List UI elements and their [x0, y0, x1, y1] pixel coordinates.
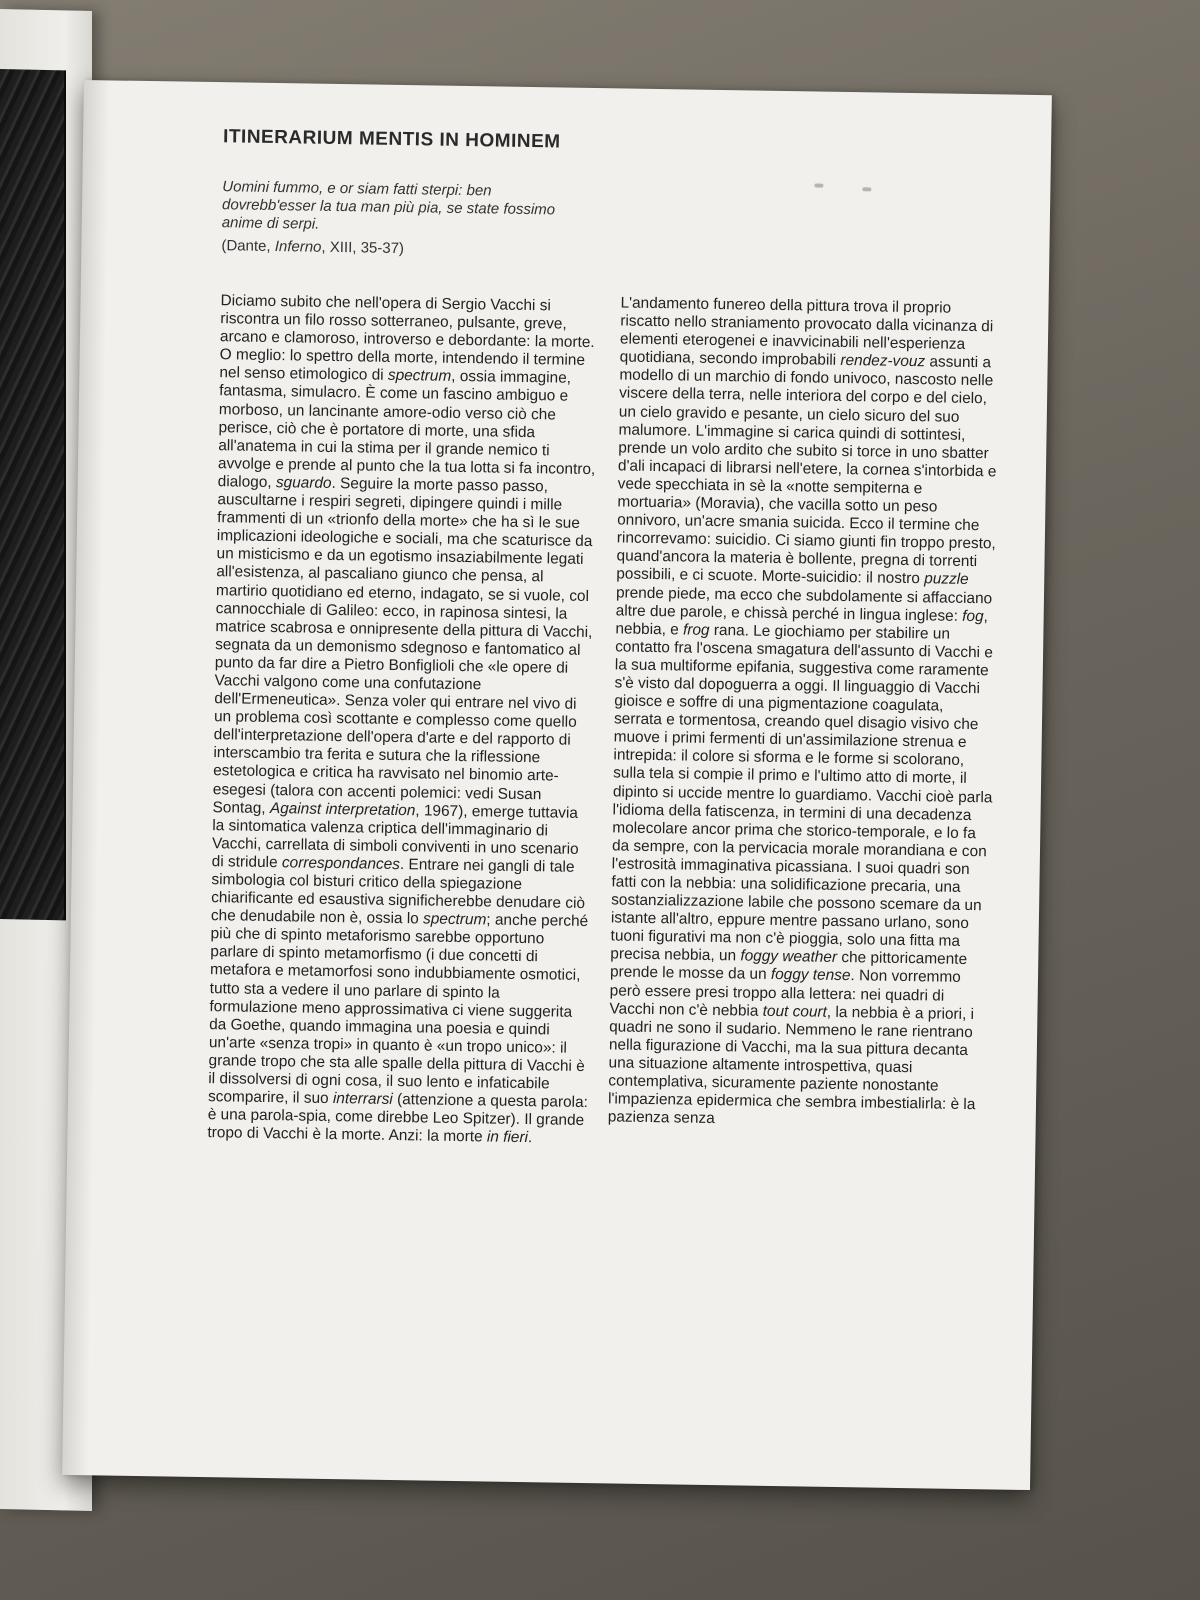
italic-text-run: correspondances [281, 854, 401, 873]
book-page [62, 80, 1052, 1490]
text-run: . Non vorremmo però essere presi troppo alla lettera: nei quadri di Vacchi non c'è nebbia [609, 967, 961, 1020]
epigraph [221, 178, 582, 261]
italic-text-run: rendez-vouz [840, 352, 926, 371]
facing-page-photo [0, 69, 66, 920]
column-left-paragraph [207, 292, 600, 1148]
text-run: . [527, 1129, 533, 1147]
italic-text-run: spectrum [387, 367, 452, 386]
italic-text-run: foggy tense [770, 966, 851, 985]
page-title: ITINERARIUM MENTIS IN HOMINEM [222, 126, 561, 153]
text-run: . Entrare nei gangli di tale simbologia col bisturi critico della spiegazione chiarificante ed esaustiva significherebbe denudare ciò che denudabile non è, ossia lo [210, 855, 586, 928]
citation-suffix: , XIII, 35-37) [321, 238, 405, 258]
epigraph-verse: Uomini fummo, e or siam fatti sterpi: ben dovrebb'esser la tua man più pia, se state fossimo anime di serpi. [221, 178, 556, 233]
citation-prefix: (Dante, [221, 237, 275, 256]
italic-text-run: interrarsi [332, 1090, 393, 1109]
page-speck [814, 183, 823, 187]
text-run: , 1967), emerge tuttavia la sintomatica valenza criptica dell'immaginario di Vacchi, carrellata di simboli conviventi in uno scenario di stridule [211, 801, 579, 872]
text-run: , la nebbia è a priori, i quadri ne sono il sudario. Nemmeno le rane rientrano nella figurazione di Vacchi, ma la sua pittura decanta una situazione altamente introspettiva, quasi contemplativa, sicuramente paziente nonostante l'impazienza epidermica che sembra imbestialirla: è la pazienza senza [607, 1003, 976, 1128]
column-right-paragraph [608, 294, 1001, 1132]
text-run: assunti a modello di un marchio di fondo univoco, nascosto nelle viscere della terra, nelle interiora del corpo e del cielo, un cielo gravido e pesante, un cielo sicuro del suo malumore. L'immagine si carica quindi di sottintesi, prende un volo ardito che subito si torce in uno sbatter d'ali incapaci di librarsi nell'etere, la cornea s'intorbida e vede specchiata in sè la «notte sempiterna e mortuaria» (Moravia), che vacilla sotto un peso onnivoro, un'acre smania suicida. Ecco il termine che rincorrevamo: suicidio. Ci siamo giunti fin troppo presto, quand'ancora la materia è bollente, pregna di torrenti possibili, e ci scuote. Morte-suicidio: il nostro [616, 353, 997, 588]
italic-text-run: in fieri [486, 1128, 529, 1147]
text-run: L'andamento funereo della pittura trova il proprio riscatto nello straniamento provocato dalla vicinanza di elementi eterogenei e inavvicinabili nell'esperienza quotidiana, secondo improbabili [619, 294, 994, 370]
italic-text-run: fog [962, 607, 984, 625]
text-run: che pittoricamente prende le mosse da un [609, 949, 968, 984]
italic-text-run: tout court [762, 1002, 828, 1021]
italic-text-run: foggy weather [740, 947, 838, 967]
citation-work: Inferno [274, 238, 322, 256]
text-run: . Seguire la morte passo passo, auscultarne i respiri segreti, dipingere quindi i mille frammenti di un «trionfo della morte» che ha sì le sue implicazioni ideologiche e sociali, ma che scaturisce da un misticismo e da un egotismo insaziabilmente legati all'esistenza, al pascaliano giunco che pensa, al martirio quotidiano ed eterno, indagato, se si vuole, col cannocchiale di Galileo: ecco, in rapinosa sintesi, la matrice scabrosa e onnipresente della pittura di Vacchi, segnata da un demonismo sdegnoso e fantomatico al punto da far dire a Pietro Bonfiglioli che «le opere di Vacchi valgono come una confutazione dell'Ermeneutica». Senza voler qui entrare nel vivo di un problema così scottante e complesso come quello dell'interpretazione dell'opera d'arte e del rapporto di interscambio tra ferita e sutura che la riflessione estetologica e critica ha ravvisato nel binomio arte-esegesi (talora con accenti polemici: vedi Susan Sontag, [212, 474, 593, 817]
italic-text-run: Against interpretation [269, 799, 416, 819]
text-column-right [608, 294, 1001, 1132]
page-speck [862, 187, 871, 191]
text-column-left [207, 292, 600, 1148]
text-run: rana. Le giochiamo per stabilire un contatto fra l'oscena smagatura dell'assunto di Vacchi e la sua multiforme epifania, suggestiva come raramente s'è visto dal dopoguerra a oggi. Il linguaggio di Vacchi gioisce e soffre di una pigmentazione coagulata, serrata e tormentosa, creando quel disagio visivo che muove i primi fermenti di un'assimilazione strenua e intrepida: il colore si sforma e le forme si scolorano, sulla tela si compie il primo e l'ultimo atto di morte, il dipinto si uccide mentre lo guardiamo. Vacchi cioè parla l'idioma della fatiscenza, in termini di una decadenza molecolare ancor prima che storico-temporale, e lo fa da sempre, con la pervicacia morale morandiana e con l'estrosità immaginativa picassiana. I suoi quadri son fatti con la nebbia: una solidificazione precaria, una sostanzializzazione labile che possono scemare da un istante all'altro, eppure mentre passano urlano, sono tuoni figurativi ma non c'è pioggia, solo una fitta ma precisa nebbia, un [610, 621, 994, 965]
italic-text-run: spectrum [422, 910, 487, 929]
text-run: , ossia immagine, fantasma, simulacro. È come un fascino ambiguo e morboso, un lancinante amore-odio verso ciò che perisce, ciò che è portatore di morte, una sfida all'anatema in cui la stima per il grande nemico ti avvolge e prende al punto che la tua lotta si fa incontro, dialogo, [217, 368, 596, 492]
text-run: (attenzione a questa parola: è una parola-spia, come direbbe Leo Spitzer). Il grande tropo di Vacchi è la morte. Anzi: la morte [207, 1091, 588, 1146]
text-run: Diciamo subito che nell'opera di Sergio Vacchi si riscontra un filo rosso sotterraneo, pulsante, greve, arcano e clamoroso, introverso e debordante: la morte. O meglio: lo spettro della morte, intendendo il termine nel senso etimologico di [219, 292, 595, 385]
italic-text-run: puzzle [924, 570, 969, 589]
italic-text-run: sguardo [275, 474, 332, 492]
text-run: prende piede, ma ecco che subdolamente si affacciano altre due parole, e chissà perché in lingua inglese: [615, 583, 993, 625]
text-run: ; anche perché più che di spinto metaforismo sarebbe opportuno parlare di spinto metamorfismo (i due concetti di metafora e metamorfosi sono indubbiamente osmotici, tutto sta a vedere il uno parlare di spinto la formulazione meno approssimativa ci viene suggerita da Goethe, quando immagina una poesia e quindi un'arte «senza tropi» in quanto è «un tropo unico»: il grande tropo che sta alle spalle della pittura di Vacchi è il dissolversi di ogni cosa, il suo lento e infaticabile scomparire, il suo [207, 911, 589, 1108]
italic-text-run: frog [682, 621, 710, 639]
text-run: , nebbia, e [615, 607, 989, 639]
epigraph-citation [221, 237, 581, 261]
